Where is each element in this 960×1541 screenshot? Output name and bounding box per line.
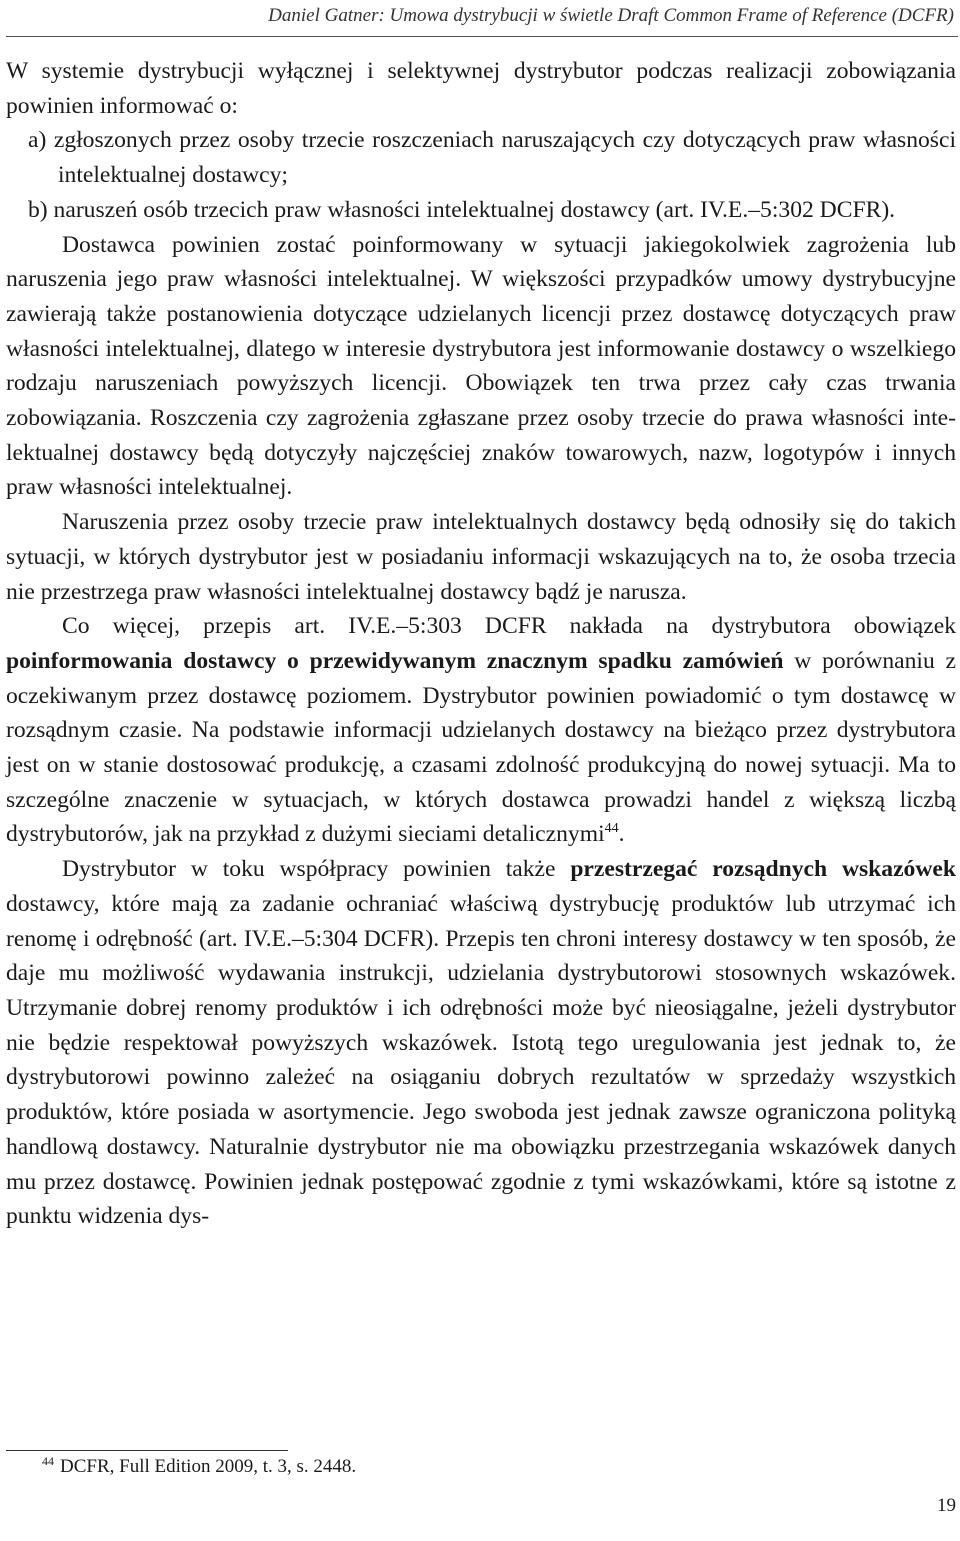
footnote-text: DCFR, Full Edition 2009, t. 3, s. 2448. bbox=[60, 1456, 357, 1477]
document-page bbox=[6, 0, 958, 1541]
paragraph-intro: W systemie dystrybucji wyłącznej i selektywnej dystrybutor podczas realizacji zobowiązania powinien informować o: bbox=[6, 58, 956, 119]
list-item-b: b) naruszeń osób trzecich praw własności intelektualnej dostawcy (art. IV.E.–5:302 DCFR). bbox=[28, 196, 896, 223]
paragraph-text: dostawcy, które mają za zadanie ochraniać właściwą dystrybucję produktów lub utrzymać ich renomę i odrębność (art. IV.E.–5:304 DCFR). Przepis ten chroni interesy dostawcy w ten sposób, że daje mu możliwość wydawania instrukcji, udzielania dystrybutorowi stosownych wskazówek. Utrzymanie dobrej renomy produktów i ich odrębności może być nieosiągalne, jeżeli dystrybutor nie będzie respektował powyższych wskazówek. Istotą tego uregulowania jest jednak to, że dystrybutorowi powinno zależeć na osiąganiu dobrych rezultatów w sprzedaży wszystkich produktów, które posiada w asortymencie. Jego swoboda jest jednak zawsze ograniczona polityką handlową dostawcy. Naturalnie dystrybutor nie ma obowiązku przestrzegania wskazówek danych mu przez dostawcę. Powinien jednak postępować zgodnie z tymi wskazówkami, które są istotne z punktu widzenia dys- bbox=[6, 890, 956, 1230]
paragraph-text: Dystrybutor w toku współpracy powinien także bbox=[62, 856, 571, 883]
paragraph-order-decline bbox=[6, 609, 956, 852]
paragraph-notification: Dostawca powinien zostać poinformowany w sytuacji jakiegokolwiek zagrożenia lub naruszenia jego praw własności intelektualnej. W większości przypadków umowy dystrybucyjne zawierają także postanowienia dotyczące udzielanych licencji przez dostawcę dotyczących praw własności intelektualnej, dlatego w interesie dystrybutora jest informowanie dostawcy o wszelkiego rodzaju naruszeniach powyższych licencji. Obowiązek ten trwa przez cały czas trwania zobowiązania. Roszczenia czy zagrożenia zgłaszane przez osoby trzecie do prawa własności intelektualnej dostawcy będą dotyczyły najczęściej znaków towarowych, nazw, logotypów i innych praw własności intelektualnej. bbox=[6, 231, 956, 501]
paragraph-instructions bbox=[6, 852, 956, 1234]
paragraph-infringements: Naruszenia przez osoby trzecie praw intelektualnych dostawcy będą odnosiły się do takich sytuacji, w których dystrybutor jest w posiadaniu informacji wskazujących na to, że osoba trzecia nie przestrzega praw własności intelektualnej dostawcy bądź je narusza. bbox=[6, 509, 956, 605]
footnote-reference[interactable]: 44 bbox=[604, 821, 619, 837]
body-text bbox=[6, 54, 956, 1234]
paragraph-text: w porównaniu z oczekiwanym przez dostawcę poziomem. Dystrybutor powinien powiadomić o tym dostawcę w rozsądnym czasie. Na podstawie informacji udzielanych dostawcy na bieżąco przez dystrybutora jest on w stanie dostosować produkcję, a czasami zdolność produkcyjną do nowej sytuacji. Ma to szczególne znaczenie w sytuacjach, w których dostawca prowadzi handel z większą liczbą dystrybutorów, jak na przykład z dużymi sieciami detalicznymi bbox=[6, 647, 956, 848]
paragraph-text: . bbox=[618, 821, 625, 848]
list-item-a: a) zgłoszonych przez osoby trzecie roszczeniach naruszających czy dotyczących praw własności intelektualnej dostawcy; bbox=[28, 127, 956, 189]
footnote-number: 44 bbox=[42, 1454, 54, 1468]
header-divider bbox=[6, 36, 958, 37]
footnote-divider bbox=[6, 1450, 288, 1451]
bold-phrase: przestrzegać rozsądnych wskazówek bbox=[570, 856, 956, 883]
paragraph-text: Co więcej, przepis art. IV.E.–5:303 DCFR nakłada na dystrybutora obowiązek bbox=[62, 613, 956, 640]
page-number: 19 bbox=[937, 1495, 956, 1516]
bold-phrase: poinformowania dostawcy o przewidywanym znacznym spadku zamówień bbox=[6, 647, 784, 674]
footnote bbox=[42, 1454, 356, 1480]
running-header: Daniel Gatner: Umowa dystrybucji w świetle Draft Common Frame of Reference (DCFR) bbox=[268, 5, 954, 26]
